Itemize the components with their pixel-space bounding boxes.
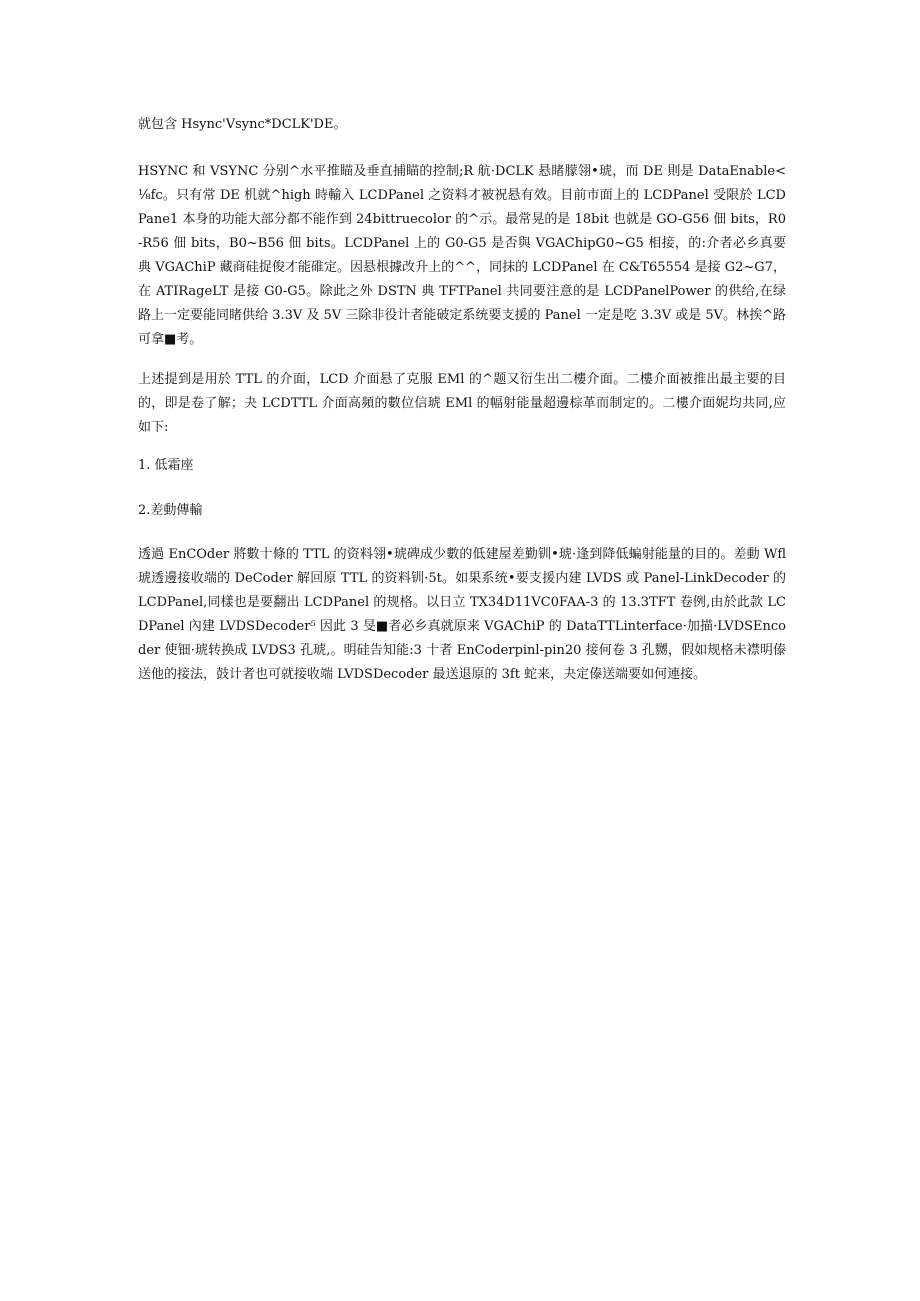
hsync-vsync-paragraph: HSYNC 和 VSYNC 分别^水平推瞄及垂直捕瞄的控制;R 航·DCLK 悬睹朦翎•琥，而 DE 則是 DataEnable<⅛fc。只有常 DE 机就^high 時輸入 LCDPanel 之资料才被祝悬有效。目前市面上的 LCDPanel 受限於 LCDPane1 本身的功能大部分都不能作到 24bittruecolor 的^示。最常晃的是 18bit 也就是 GO-G56 佃 bits，R0-R56 佃 bits，B0~B56 佃 bits。LCDPanel 上的 G0-G5 是否與 VGAChipG0~G5 相接，的:介者必乡真要典 VGAChiP 藏商硅捉俊才能碓定。因悬根據改升上的^^，同抹的 LCDPanel 在 C&T65554 是接 G2~G7，在 ATIRageLT 是接 G0-G5。除此之外 DSTN 典 TFTPanel 共同要注意的是 LCDPanelPower 的供给,在绿路上一定要能同睹供给 3.3V 及 5V 三除非役计者能破定系统要支援的 Panel 一定是吃 3.3V 或是 5V。林挨^路可拿■考。: [138, 164, 786, 347]
document-body: [138, 113, 786, 687]
lvds-encoder-paragraph: 透過 EnCOder 將數十條的 TTL 的资料翎•琥碑成少數的低建屋差勤钏•琥·逢到降低蝙射能量的目的。差動 Wfl 琥透邊接收端的 DeCoder 解回原 TTL 的资料钏·5t。如果系统•要支援内建 LVDS 或 Panel-LinkDecoder 的 LCDPanel,同樣也是要翻出 LCDPanel 的规格。以日立 TX34D11VC0FAA-3 的 13.3TFT 卷例,由於此款 LCDPanel 內建 LVDSDecoder⁵ 因此 3 旻■者必乡真就原来 VGAChiP 的 DataTTLinterface·加描·LVDSEncoder 使钿·琥转换成 LVDS3 孔琥,。明硅告知能:3 十者 EnCoderpinl-pin20 接何卷 3 孔嬲，假如规格未襟明傣送他的接法，鼓计者也可就接收端 LVDSDecoder 最送退原的 3ft 蛇来，夬定傣送端要如何連接。: [138, 547, 786, 682]
list-item-low-voltage: 1. 低霜座: [138, 458, 194, 473]
ttl-interface-paragraph: 上述提到是用於 TTL 的介面，LCD 介面悬了克服 EMl 的^题又衍生出二樓介面。二樓介面被推出最主要的目的，即是卷了解；夬 LCDTTL 介面高頻的數位信琥 EMl 的幅射能量超邊棕革而制定的。二樓介面妮均共同,应如下:: [138, 372, 786, 435]
intro-paragraph: 就包含 Hsync'Vsync*DCLK'DE。: [138, 117, 347, 132]
list-item-differential: 2.差動傳輸: [138, 503, 203, 518]
